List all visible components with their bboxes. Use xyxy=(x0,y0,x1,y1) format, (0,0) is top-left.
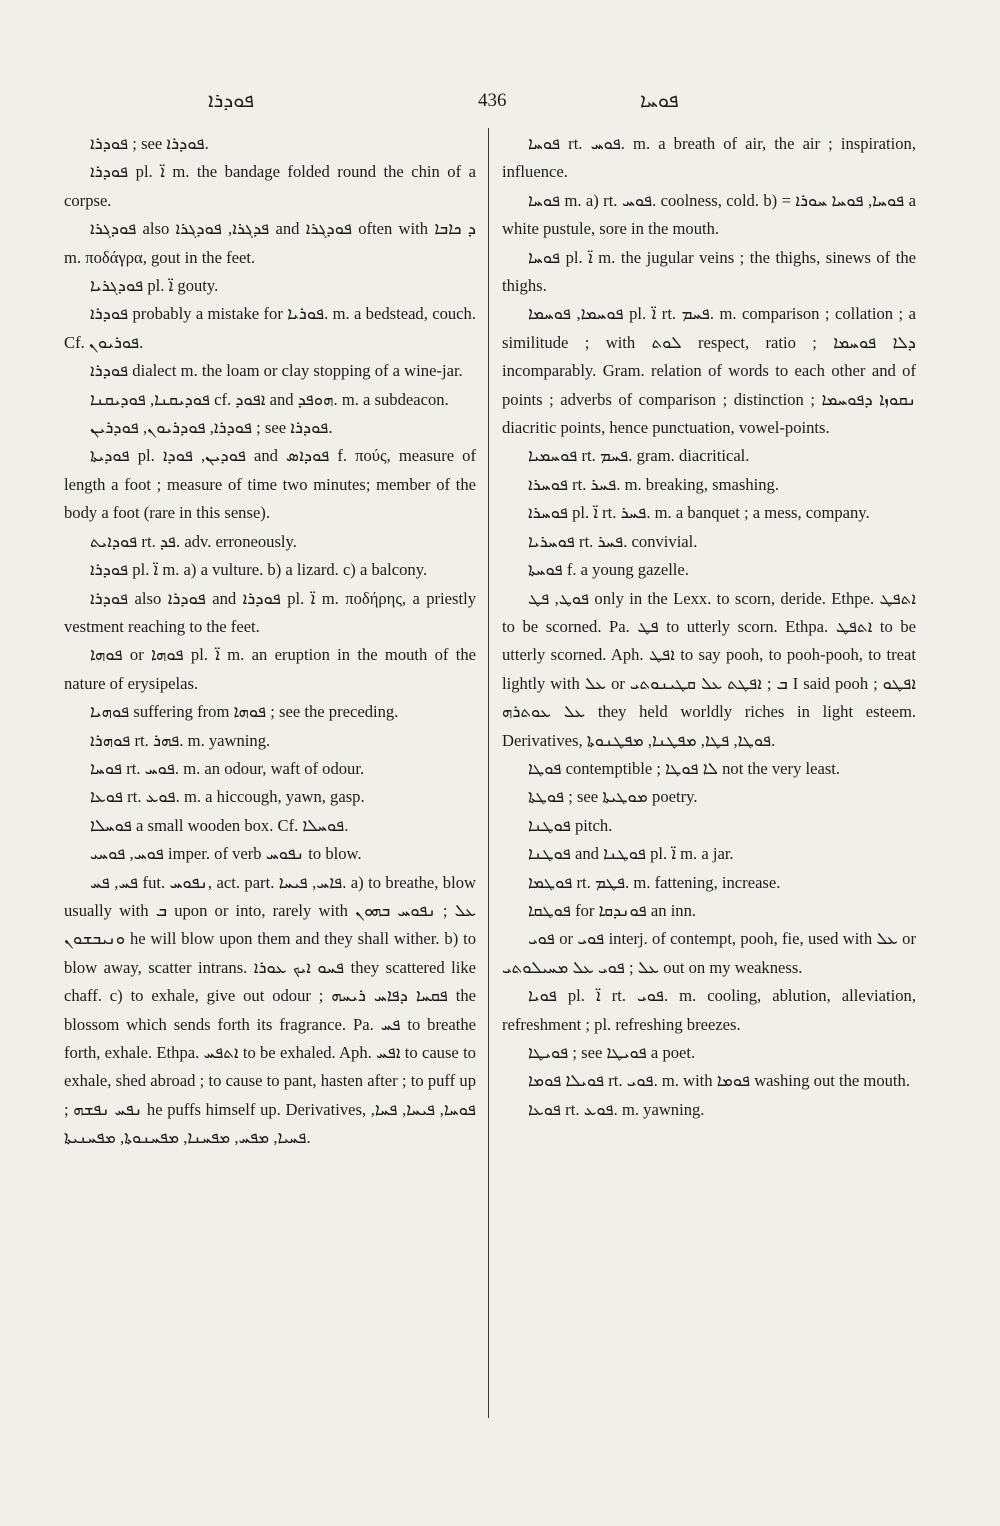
entry: ܦܘܗܝܐ suffering from ܦܘܗܐ ; see the preceding. xyxy=(90,702,399,722)
entry: ܦܘܕܪܐ dialect m. the loam or clay stopping of a wine-jar. xyxy=(90,361,463,381)
entry: ܦܘܕܪܐ probably a mistake for ܦܘܪܝܐ. m. a bedstead, couch. Cf. ܦܘܪܝܘܢ. xyxy=(64,304,476,352)
entry: ܦܘܕܝܬܐ pl. ܦܘܕܝܢ, ܦܘܕܐ and ܦܘܕܐܣ f. πούς, measure of length a foot ; measure of time two minutes; member of the body a foot (rare in this sense). xyxy=(64,446,476,523)
entry: ܦܘܛܐ contemptible ; ܠܐ ܦܘܛܐ not the very least. xyxy=(528,758,841,778)
entry: ܦܘܛܢܐ pitch. xyxy=(528,815,613,835)
entry: ܦܘܚܪܐ pl. ܐ̈ rt. ܦܚܪ. m. a banquet ; a mess, company. xyxy=(528,503,870,523)
entry: ܦܘܕܪܐ pl. ܐ̈ m. a) a vulture. b) a lizard. c) a balcony. xyxy=(90,560,428,580)
entry: ܦܚ, ܦܚ fut. ܢܦܘܚ, act. part. ܦܐܚ, ܦܝܚܐ. a) to breathe, blow usually with ܒ upon or into, rarely with ܥܠ ; ܢܦܘܚ ܒܗܘܢ ܘܢܝܒܫܘܢ he will blow upon them and they shall wither. b) to blow away, scatter intrans. ܦܚܘ ܐܝܟ ܥܘܪܐ they scattered like chaff. c) to exhale, give out odour ; ܦܩܚܐ ܕܦܐܚ ܪܝܚܗ the blossom which sends forth its fragrance. Pa. ܦܚ to breathe forth, exhale. Ethpa. ܐܬܦܚ to be exhaled. Aph. ܐܦܚ to cause to exhale, shed abroad ; to cause to pant, hasten after ; to puff up ; ܢܦܚ ܢܦܫܗ he puffs himself up. Derivatives, ܦܘܚܐ, ܦܝܚܐ, ܦܚܐ, ܦܚܝܐ, ܡܦܚ, ܡܦܚܢܐ, ܡܦܚܢܘܬܐ, ܡܦܚܢܝܬܐ. xyxy=(64,872,477,1148)
entry: ܦܘܗܐ or ܦܘܗܐ pl. ܐ̈ m. an eruption in the mouth of the nature of erysipelas. xyxy=(64,645,477,693)
entry: ܦܘܝ or ܦܘܝ interj. of contempt, pooh, fie, used with ܥܠ or ܥܠ ; ܦܘܝ ܥܠ ܡܚܝܠܘܬܝ out on my weakness. xyxy=(502,929,916,977)
entry: ܦܘܛܬܐ ; see ܡܘܛܝܬܐ poetry. xyxy=(528,787,698,807)
entry: ܦܘܕܓܪܐ also ܦܕܓܪܐ, ܦܘܕܓܪܐ and ܦܘܕܓܪܐ often with ܕ ܟܐܒܐ m. ποδάγρα, gout in the feet. xyxy=(64,219,477,267)
entry: ܦܘܚܐ pl. ܐ̈ m. the jugular veins ; the thighs, sinews of the thighs. xyxy=(502,247,916,296)
entry: ܦܘܚܪܐ rt. ܦܚܪ. m. breaking, smashing. xyxy=(528,474,779,494)
left-column xyxy=(64,130,476,1153)
entry: ܦܘܚܪܝܐ rt. ܦܚܪ. convivial. xyxy=(528,531,698,551)
page-number: 436 xyxy=(478,90,507,111)
entry: ܦܘܛܩܐ for ܦܘܢܕܩܐ an inn. xyxy=(528,900,697,920)
entry: ܦܘܚܐ rt. ܦܘܚ. m. an odour, waft of odour. xyxy=(90,758,365,778)
entry: ܦܘܚܐ rt. ܦܘܚ. m. a breath of air, the air ; inspiration, influence. xyxy=(502,134,916,182)
entry: ܦܘܚܡܐ, ܦܘܚܡܐ pl. ܐ̈ rt. ܦܚܡ. m. comparison ; collation ; a similitude ; with ܠܘܬ respect, ratio ; ܕܠܐ ܦܘܚܡܐ incomparably. Gram. relation of words to each other and of points ; adverbs of comparison ; distinction ; ܢܩܘܙܐ ܕܦܘܚܡܐ diacritic points, hence punctuation, vowel-points. xyxy=(502,304,917,438)
entry: ܦܘܚܐ m. a) rt. ܦܘܚ. coolness, cold. b) = ܦܘܚܐ, ܦܘܚܐ ܚܘܪܐ a white pustule, sore in the mouth. xyxy=(502,190,916,239)
entry: ܦܘܗܪܐ rt. ܦܗܪ. m. yawning. xyxy=(90,730,271,750)
entry: ܦܘܝܐ pl. ܐ̈ rt. ܦܘܝ. m. cooling, ablution, alleviation, refreshment ; pl. refreshing breezes. xyxy=(502,986,916,1034)
entry: ܦܘܕܪܐ ; see ܦܘܕܪܐ. xyxy=(90,134,209,153)
entry: ܦܘܕܪܐ, ܦܘܕܪܝܘܢ, ܦܘܕܪܝܢ ; see ܦܘܕܪܐ. xyxy=(90,418,333,438)
entry: ܦܘܥܐ rt. ܦܘܥ. m. a hiccough, yawn, gasp. xyxy=(90,787,365,807)
entry: ܦܘܥܐ rt. ܦܘܥ. m. yawning. xyxy=(528,1099,705,1119)
entry: ܦܘܝܛܐ ; see ܦܘܝܛܐ a poet. xyxy=(528,1043,696,1062)
entry: ܦܘܛ, ܦܛ only in the Lexx. to scorn, deride. Ethpe. ܐܬܦܛ to be scorned. Pa. ܦܛ to utterly scorn. Ethpa. ܐܬܦܛ to be utterly scorned. Aph. ܐܦܛ to say pooh, to pooh-pooh, to treat lightly with ܥܠ or ܒ ; ܐܦܛܬ ܥܠ ܩܛܝܢܘܬܝ I said pooh ; ܐܦܛܘ ܥܠ ܥܘܬܪܗ they held worldly riches in light esteem. Derivatives, ܦܘܛܐ, ܦܛܐ, ܡܦܛܢܐ, ܡܦܛܢܘܬܐ. xyxy=(502,588,916,750)
entry: ܦܘܚܬܐ f. a young gazelle. xyxy=(528,560,689,580)
entry: ܦܘܕܪܐ pl. ܐ̈ m. the bandage folded round the chin of a corpse. xyxy=(64,162,476,210)
entry: ܦܘܛܡܐ rt. ܦܛܡ. m. fattening, increase. xyxy=(528,872,781,892)
entry: ܦܘܚܡܝܐ rt. ܦܚܡ. gram. diacritical. xyxy=(528,446,750,466)
entry: ܦܘܝܠܐ ܦܘܡܐ rt. ܦܘܝ. m. with ܦܘܡܐ washing out the mouth. xyxy=(528,1071,910,1091)
entry: ܦܘܛܢܐ and ܦܘܛܢܐ pl. ܐ̈ m. a jar. xyxy=(528,844,734,864)
entry: ܦܘܕܝܩܢܐ, ܦܘܕܝܩܢܐ cf. ܐܦܘܕ and ܗܘܦܕ. m. a subdeacon. xyxy=(90,389,449,409)
entry: ܦܘܚܠܐ a small wooden box. Cf. ܦܘܚܠܐ. xyxy=(90,815,349,835)
running-head xyxy=(0,86,1000,120)
running-head-left: ܦܘܕܪܐ xyxy=(208,90,254,112)
right-column xyxy=(502,130,916,1124)
entry: ܦܘܕܐܝܬ rt. ܦܕ. adv. erroneously. xyxy=(90,531,297,551)
entry: ܦܘܚ, ܦܘܚܝ imper. of verb ܢܦܘܚ to blow. xyxy=(90,844,362,864)
entry: ܦܘܕܓܪܝܐ pl. ܐ̈ gouty. xyxy=(90,276,219,296)
entry: ܦܘܕܪܐ also ܦܘܕܪܐ and ܦܘܕܪܐ pl. ܐ̈ m. ποδήρης, a priestly vestment reaching to the feet. xyxy=(64,588,477,636)
column-divider xyxy=(488,128,489,1418)
running-head-right: ܦܘܚܐ xyxy=(640,90,679,112)
